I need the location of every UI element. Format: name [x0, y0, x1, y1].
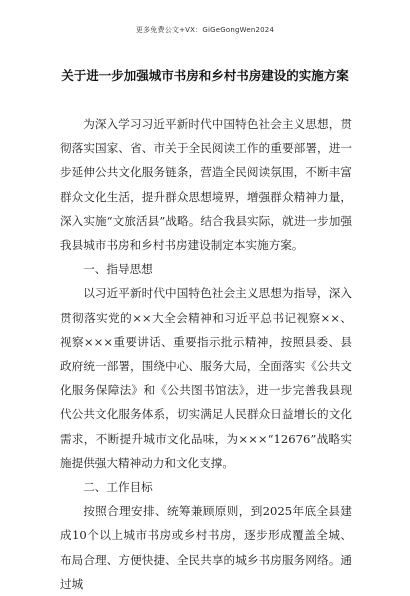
intro-paragraph: 为深入学习习近平新时代中国特色社会主义思想，贯彻落实国家、省、市关于全民阅读工作的重要部署，进一步延伸公共文化服务链条，营造全民阅读氛围，不断丰富群众文化生活，提升群众思想境界，增强群众精神力量，深入实施“文旅活县”战略。结合我县实际，就进一步加强我县城市书房和乡村书房建设制定本实施方案。: [60, 117, 352, 253]
section-heading-work-goals: 二、工作目标: [83, 480, 153, 495]
header-note: 更多免费公文+VX：GiGeGongWen2024: [135, 26, 275, 34]
document-title: 关于进一步加强城市书房和乡村书房建设的实施方案: [61, 68, 349, 83]
document-body: [60, 112, 352, 596]
guiding-ideology-paragraph: 以习近平新时代中国特色社会主义思想为指导，深入贯彻落实党的××大全会精神和习近平总书记视察××、视察×××重要讲话、重要指示批示精神，按照县委、县政府统一部署，围绕中心、服务大局，全面落实《公共文化服务保障法》和《公共图书馆法》，进一步完善我县现代公共文化服务体系，切实满足人民群众日益增长的文化需求，不断提升城市文化品味，为×××“12676”战略实施提供强大精神动力和文化支撑。: [60, 286, 352, 470]
work-goals-paragraph: 按照合理安排、统筹兼顾原则，到2025年底全县建成10个以上城市书房或乡村书房，逐步形成覆盖全城、布局合理、方便快捷、全民共享的城乡书房服务网络。通过城: [60, 504, 352, 591]
section-heading-guiding-ideology: 一、指导思想: [83, 262, 153, 277]
